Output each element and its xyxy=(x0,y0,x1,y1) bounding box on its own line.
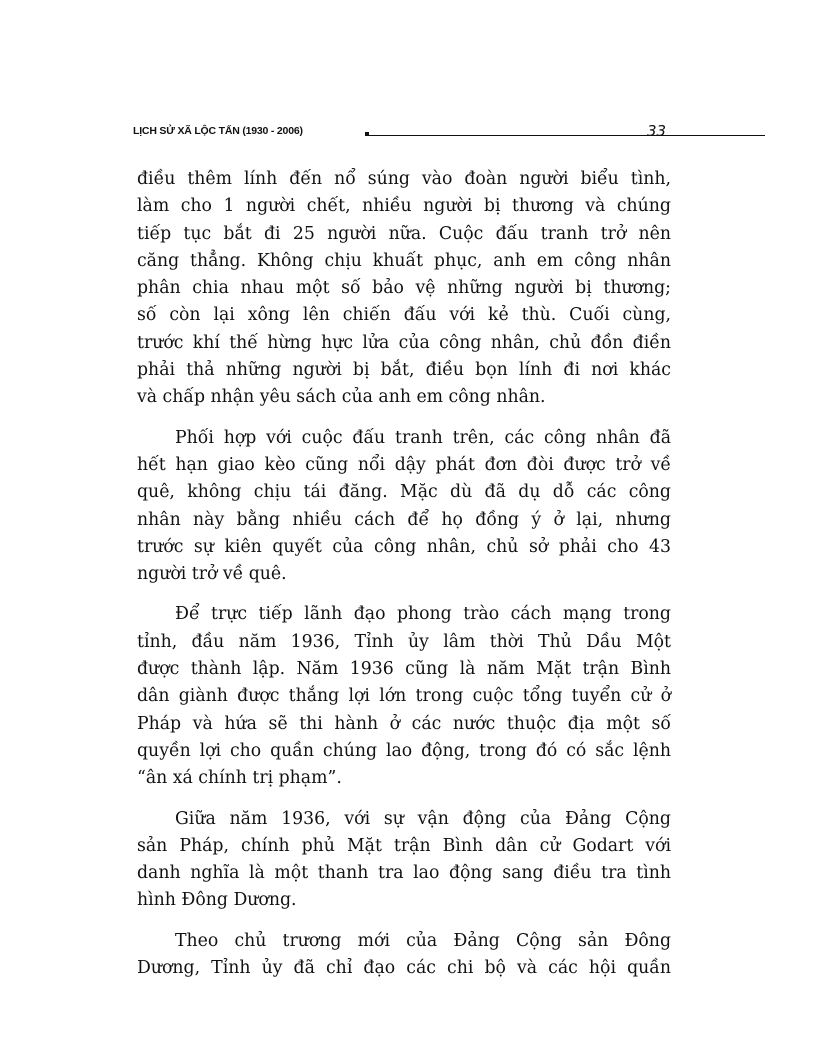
text-line: được thành lập. Năm 1936 cũng là năm Mặt trận Bình xyxy=(137,659,671,680)
paragraph xyxy=(137,806,671,915)
text-line: sản Pháp, chính phủ Mặt trận Bình dân cử Godart với xyxy=(137,835,671,856)
text-line: Giữa năm 1936, với sự vận động của Đảng Cộng xyxy=(175,808,671,829)
text-line: hình Đông Dương. xyxy=(137,890,297,911)
text-line: Phối hợp với cuộc đấu tranh trên, các công nhân đã xyxy=(175,427,671,448)
text-line: Để trực tiếp lãnh đạo phong trào cách mạng trong xyxy=(175,604,671,625)
text-line: danh nghĩa là một thanh tra lao động sang điều tra tình xyxy=(137,863,671,884)
text-line: căng thẳng. Không chịu khuất phục, anh em công nhân xyxy=(137,250,671,271)
header-rule xyxy=(369,135,765,136)
paragraph xyxy=(137,425,671,589)
text-line: quyền lợi cho quần chúng lao động, trong đó có sắc lệnh xyxy=(137,740,671,761)
text-line: Pháp và hứa sẽ thi hành ở các nước thuộc địa một số xyxy=(137,713,671,734)
paragraph xyxy=(137,928,671,983)
text-line: làm cho 1 người chết, nhiều người bị thương và chúng xyxy=(137,196,671,217)
page-number: 33 xyxy=(647,122,667,140)
text-line: hết hạn giao kèo cũng nổi dậy phát đơn đòi được trở về xyxy=(137,454,671,475)
text-line: phải thả những người bị bắt, điều bọn lính đi nơi khác xyxy=(137,360,671,381)
body-text xyxy=(137,166,671,995)
paragraph xyxy=(137,601,671,792)
running-title: LỊCH SỬ XÃ LỘC TẤN (1930 - 2006) xyxy=(133,125,303,137)
text-line: nhân này bằng nhiều cách để họ đồng ý ở lại, nhưng xyxy=(137,509,671,530)
text-line: trước sự kiên quyết của công nhân, chủ sở phải cho 43 xyxy=(137,536,671,557)
text-line: tỉnh, đầu năm 1936, Tỉnh ủy lâm thời Thủ Dầu Một xyxy=(137,631,671,652)
text-line: quê, không chịu tái đăng. Mặc dù đã dụ dỗ các công xyxy=(137,482,671,503)
text-line: và chấp nhận yêu sách của anh em công nhân. xyxy=(137,387,546,408)
text-line: phân chia nhau một số bảo vệ những người bị thương; xyxy=(137,278,671,299)
text-line: “ân xá chính trị phạm”. xyxy=(137,768,342,789)
text-line: người trở về quê. xyxy=(137,564,287,585)
text-line: Dương, Tỉnh ủy đã chỉ đạo các chi bộ và các hội quần xyxy=(137,958,671,979)
text-line: dân giành được thắng lợi lớn trong cuộc tổng tuyển cử ở xyxy=(137,686,671,707)
text-line: điều thêm lính đến nổ súng vào đoàn người biểu tình, xyxy=(137,169,671,189)
text-line: trước khí thế hừng hực lửa của công nhân, chủ đồn điền xyxy=(137,332,671,353)
text-line: tiếp tục bắt đi 25 người nữa. Cuộc đấu tranh trở nên xyxy=(137,223,671,244)
text-line: số còn lại xông lên chiến đấu với kẻ thù. Cuối cùng, xyxy=(137,305,671,326)
running-header xyxy=(133,124,673,142)
text-line: Theo chủ trương mới của Đảng Cộng sản Đông xyxy=(175,930,671,951)
paragraph xyxy=(137,166,671,412)
